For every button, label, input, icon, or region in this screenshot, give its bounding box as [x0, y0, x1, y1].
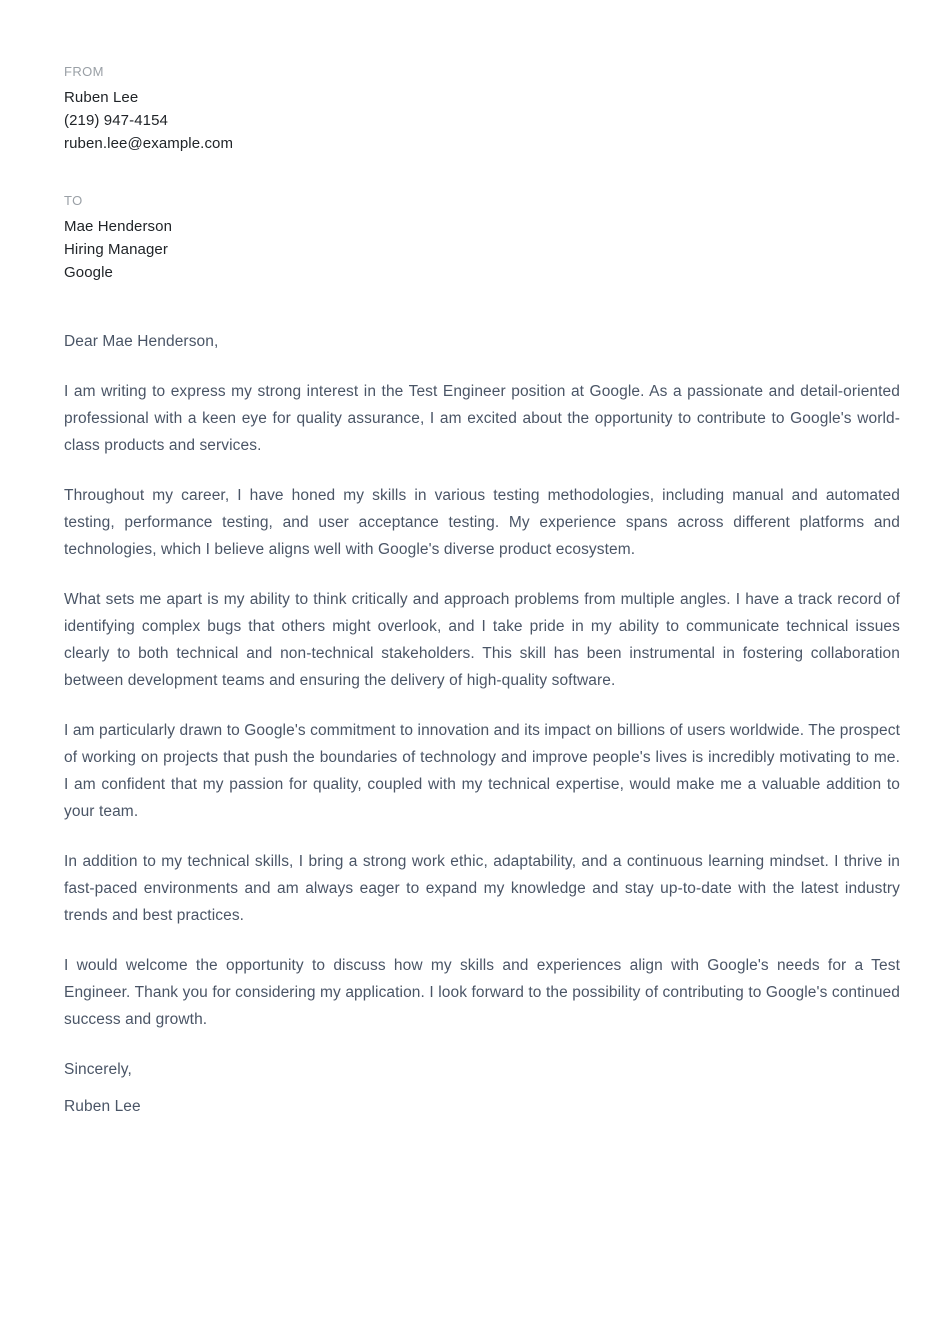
- recipient-block: [64, 193, 900, 284]
- sender-block: [64, 64, 900, 155]
- recipient-name: Mae Henderson: [64, 218, 173, 235]
- recipient-title: Hiring Manager: [64, 241, 168, 258]
- closing: Sincerely,: [64, 1061, 132, 1078]
- greeting: Dear Mae Henderson,: [64, 333, 219, 350]
- letter-paragraph: What sets me apart is my ability to think critically and approach problems from multiple angles. I have a track record of identifying complex bugs that others might overlook, and I take pride in my ability to communicate technical issues clearly to both technical and non-technical stakeholders. This skill has been instrumental in fostering collaboration between development teams and ensuring the delivery of high-quality software.: [64, 591, 900, 689]
- recipient-company: Google: [64, 264, 113, 281]
- sender-email: ruben.lee@example.com: [64, 135, 234, 152]
- letter-paragraph: In addition to my technical skills, I bring a strong work ethic, adaptability, and a continuous learning mindset. I thrive in fast-paced environments and am always eager to expand my knowledge and stay up-to-date with the latest industry trends and best practices.: [64, 853, 900, 924]
- signature-name: Ruben Lee: [64, 1098, 141, 1115]
- from-label: FROM: [64, 64, 104, 79]
- letter-paragraph: I would welcome the opportunity to discuss how my skills and experiences align with Google's needs for a Test Engineer. Thank you for considering my application. I look forward to the possibility of contributing to Google's continued success and growth.: [64, 957, 900, 1028]
- letter-paragraph: Throughout my career, I have honed my skills in various testing methodologies, including manual and automated testing, performance testing, and user acceptance testing. My experience spans across different platforms and technologies, which I believe aligns well with Google's diverse product ecosystem.: [64, 487, 900, 558]
- sender-name: Ruben Lee: [64, 89, 139, 106]
- letter-body: [64, 328, 900, 1120]
- letter-paragraph: I am writing to express my strong interest in the Test Engineer position at Google. As a passionate and detail-oriented professional with a keen eye for quality assurance, I am excited about the opportunity to contribute to Google's world-class products and services.: [64, 383, 900, 454]
- letter-paragraph: I am particularly drawn to Google's commitment to innovation and its impact on billions of users worldwide. The prospect of working on projects that push the boundaries of technology and improve people's lives is incredibly motivating to me. I am confident that my passion for quality, coupled with my technical expertise, would make me a valuable addition to your team.: [64, 722, 900, 820]
- sender-phone: (219) 947-4154: [64, 112, 168, 129]
- to-label: TO: [64, 193, 83, 208]
